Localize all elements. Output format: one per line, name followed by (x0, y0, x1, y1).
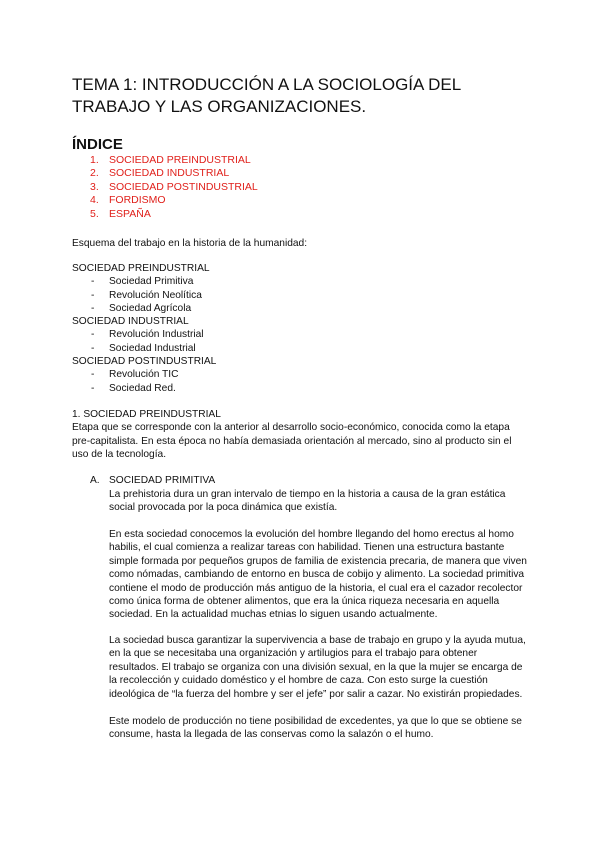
scheme-item-label: Sociedad Red. (109, 382, 176, 394)
dash-bullet: - (91, 329, 95, 341)
history-scheme (72, 262, 216, 395)
body-paragraph: La sociedad busca garantizar la supervivencia a base de trabajo en grupo y la ayuda mutua, en la que se necesitaba una organización y artilugios para el trabajo para obtener resultados. El trabajo se organiza con una división sexual, en la que la mujer se encarga de la recolección y cuidado doméstico y el hombre de caza. Con esto surge la cuestión ideológica de “la fuerza del hombre y ser el jefe” por salir a cazar. No existirán propiedades. (109, 635, 526, 700)
section-heading: 1. SOCIEDAD PREINDUSTRIAL (72, 409, 221, 420)
index-item-number: 1. (90, 154, 99, 166)
subsection-letter: A. (90, 475, 100, 486)
index-item-label: SOCIEDAD POSTINDUSTRIAL (109, 180, 258, 193)
index-item (90, 194, 258, 207)
index-item-number: 2. (90, 167, 99, 180)
section-1 (72, 408, 528, 462)
scheme-item-label: Sociedad Industrial (109, 342, 196, 354)
scheme-item (72, 342, 216, 355)
index-item-label: ESPAÑA (109, 207, 151, 220)
subsection-heading (90, 474, 215, 487)
scheme-item-label: Revolución Neolítica (109, 289, 202, 301)
scheme-item (72, 275, 216, 288)
index-item-number: 4. (90, 194, 99, 207)
scheme-heading: SOCIEDAD POSTINDUSTRIAL (72, 356, 217, 368)
index-item (90, 181, 258, 194)
esquema-intro: Esquema del trabajo en la historia de la humanidad: (72, 238, 308, 249)
dash-bullet: - (91, 369, 95, 381)
section-paragraph: Etapa que se corresponde con la anterior al desarrollo socio-económico, conocida como la etapa pre-capitalista. En esta época no había demasiada orientación al mercado, sino al producto sin el uso de la tecnología. (72, 422, 512, 461)
index-list (90, 154, 258, 221)
scheme-item (72, 328, 216, 341)
scheme-item (72, 368, 216, 381)
scheme-item (72, 289, 216, 302)
index-item-number: 5. (90, 207, 99, 220)
body-paragraph: Este modelo de producción no tiene posibilidad de excedentes, ya que lo que se obtiene se consume, hasta la llegada de las conservas como la salazón o el humo. (109, 716, 522, 741)
subsection-title: SOCIEDAD PRIMITIVA (109, 475, 216, 486)
index-item-number: 3. (90, 180, 99, 193)
index-item (90, 167, 258, 180)
index-item (90, 208, 258, 221)
body-paragraph: En esta sociedad conocemos la evolución del hombre llegando del homo erectus al homo habilis, el cual comienza a realizar tareas con habilidad. Tienen una estructura bastante simple formada por pequeños grupos de familia de existencia precaria, de manera que viven como nómadas, cambiando de entorno en busca de cobijo y alimento. La sociedad primitiva contiene el modo de producción más antiguo de la historia, el cual era el cazador recolector como única forma de obtener alimentos, que era la única riqueza necesaria en aquella sociedad. En la actualidad muchas etnias lo siguen usando actualmente. (109, 529, 527, 621)
scheme-item-label: Sociedad Agrícola (109, 302, 192, 314)
scheme-heading: SOCIEDAD INDUSTRIAL (72, 316, 189, 328)
scheme-item-label: Sociedad Primitiva (109, 276, 194, 288)
scheme-item-label: Revolución TIC (109, 369, 179, 381)
index-item-label: FORDISMO (109, 194, 166, 207)
scheme-item (72, 302, 216, 315)
dash-bullet: - (91, 276, 95, 288)
dash-bullet: - (91, 289, 95, 301)
index-item-label: SOCIEDAD PREINDUSTRIAL (109, 154, 251, 166)
scheme-item-label: Revolución Industrial (109, 329, 204, 341)
index-item-label: SOCIEDAD INDUSTRIAL (109, 167, 230, 180)
index-item (90, 154, 258, 167)
scheme-item (72, 382, 216, 395)
index-heading: ÍNDICE (72, 136, 123, 153)
document-title: TEMA 1: INTRODUCCIÓN A LA SOCIOLOGÍA DEL TRABAJO Y LAS ORGANIZACIONES. (72, 75, 461, 116)
dash-bullet: - (91, 302, 95, 314)
body-paragraph: La prehistoria dura un gran intervalo de tiempo en la historia a causa de la gran estática social provocada por la poca dinámica que existía. (109, 489, 506, 514)
dash-bullet: - (91, 342, 95, 354)
dash-bullet: - (91, 382, 95, 394)
scheme-heading: SOCIEDAD PREINDUSTRIAL (72, 263, 210, 274)
